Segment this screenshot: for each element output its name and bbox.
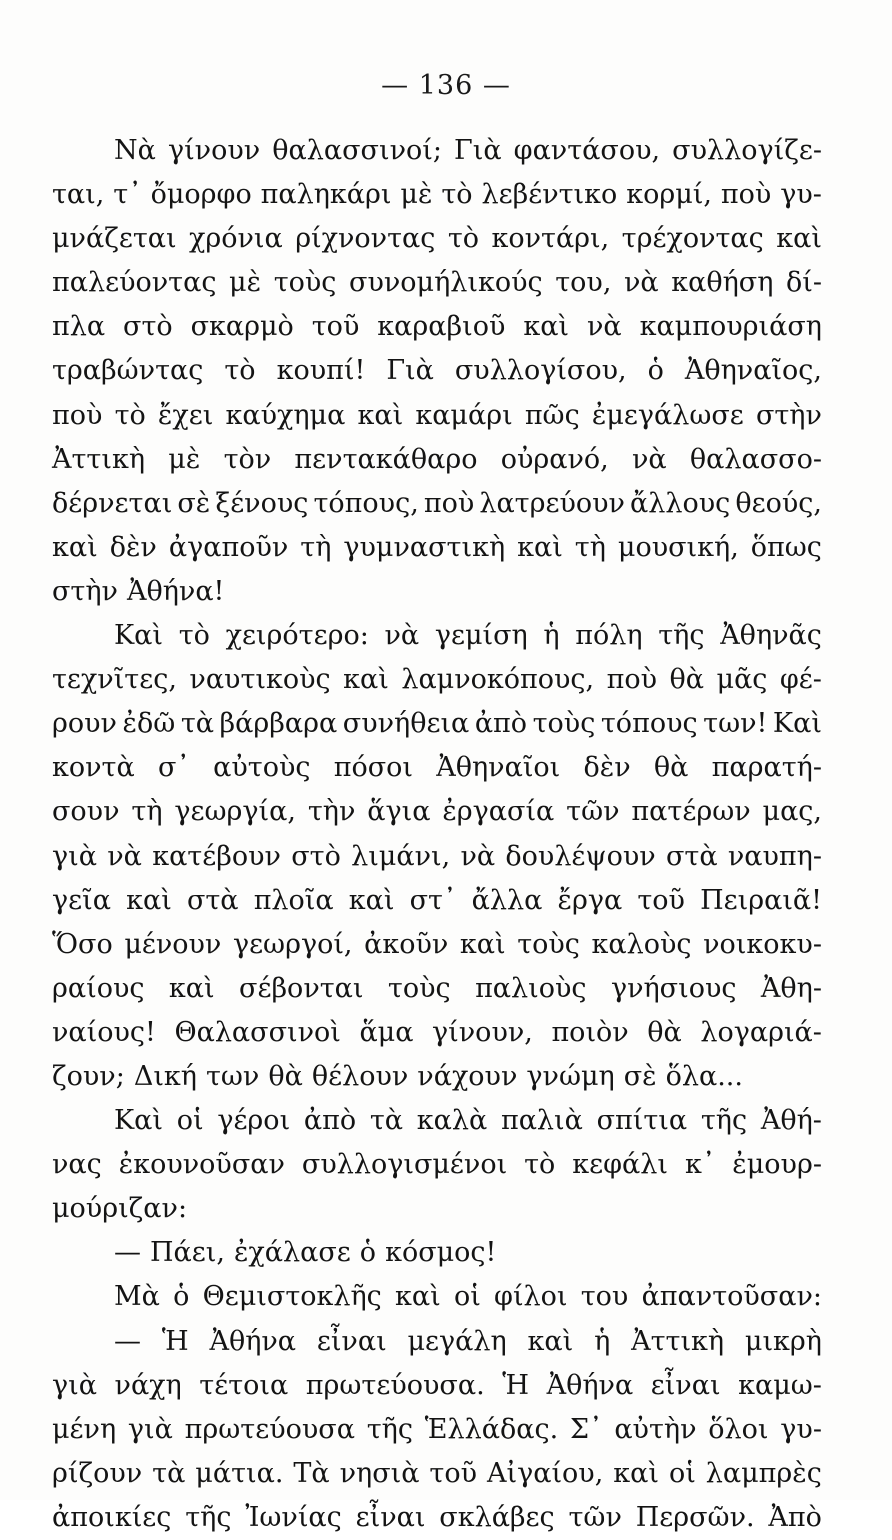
word: θαλασσο- xyxy=(689,443,822,475)
word: ἀκοῦν xyxy=(364,928,449,960)
word: Τὰ xyxy=(293,1457,330,1489)
word: των xyxy=(205,1060,260,1092)
text-line xyxy=(52,1496,822,1540)
word: ποὺ xyxy=(720,179,772,211)
word: γίνουν xyxy=(167,135,261,166)
word: καὶ xyxy=(776,223,822,255)
word: — xyxy=(114,1237,141,1269)
word: μάτια. xyxy=(195,1457,284,1489)
word: πεντακάθαρο xyxy=(294,443,478,475)
word: καθήση xyxy=(671,267,774,299)
word: δὲν xyxy=(583,752,631,784)
text-line xyxy=(52,835,822,879)
word: ἀγαποῦν xyxy=(168,531,289,563)
word: παλεύοντας xyxy=(52,267,217,299)
word: ὅλα... xyxy=(665,1060,743,1092)
word: τὸ xyxy=(114,399,146,431)
word: νὰ xyxy=(107,840,142,872)
word: τὸ xyxy=(178,620,210,652)
word: ἡ xyxy=(543,620,560,652)
word: στὸ xyxy=(123,311,173,343)
word: γεωργοί, xyxy=(232,928,353,960)
word: νὰ xyxy=(384,620,420,652)
word: τὴ xyxy=(131,796,163,828)
word: ποὺ xyxy=(423,487,475,519)
word: μούριζαν: xyxy=(52,1193,188,1225)
word: καύχημα xyxy=(225,399,346,431)
word: Ἀθηναῖοι xyxy=(436,752,561,784)
word: ἅμα xyxy=(359,1016,414,1048)
word: ναυπη- xyxy=(727,840,822,872)
word: μικρὴ xyxy=(744,1325,822,1357)
word: τοὺς xyxy=(517,928,580,960)
word: πρωτεύουσα. xyxy=(305,1369,485,1401)
word: Ἰωνίας xyxy=(245,1501,342,1533)
word: θὰ xyxy=(653,752,689,784)
word: ἐμουρ- xyxy=(732,1149,822,1181)
word: στὸ xyxy=(291,840,341,872)
word: εἶναι xyxy=(355,1501,426,1533)
word: τῆς xyxy=(658,620,705,652)
word: Ἀθή- xyxy=(760,1105,822,1137)
word: ἐχάλασε xyxy=(233,1237,351,1269)
word: παλιὰ xyxy=(500,1105,583,1137)
word: Ἀθηναῖος, xyxy=(684,355,822,387)
word: ἐμεγάλωσε xyxy=(591,399,744,431)
word: λαμνοκόπους, xyxy=(401,664,595,696)
word: τοῦ xyxy=(311,311,360,343)
word: ἡ xyxy=(594,1325,611,1357)
text-line xyxy=(52,394,822,438)
word: Περσῶν. xyxy=(635,1501,755,1533)
word: Ἑλλάδας. xyxy=(424,1413,559,1445)
word: κατέβουν xyxy=(152,840,281,872)
word: τὸ xyxy=(441,179,473,211)
word: χρόνια xyxy=(189,223,283,255)
text-line xyxy=(52,305,822,349)
text-line xyxy=(52,1320,822,1364)
word: τόπους, xyxy=(313,487,419,519)
word: τοῦ xyxy=(637,884,685,916)
word: κουπί! xyxy=(276,355,366,387)
word: δὲν xyxy=(109,531,157,563)
text-line xyxy=(52,173,822,217)
word: δί- xyxy=(786,267,822,299)
word: πῶς xyxy=(524,399,580,431)
word: μεγάλη xyxy=(407,1325,507,1357)
word: Γιὰ xyxy=(386,355,434,387)
word: φαντάσου, xyxy=(513,135,661,166)
text-line xyxy=(52,217,822,261)
word: Ἀθη- xyxy=(760,972,822,1004)
word: Καὶ xyxy=(772,708,822,740)
text-line xyxy=(52,438,822,482)
word: φέ- xyxy=(779,664,822,696)
word: ἔχει xyxy=(157,399,214,431)
word: τεχνῖτες, xyxy=(52,664,177,696)
word: τοὺς xyxy=(273,267,337,299)
word: ἔργα xyxy=(557,884,623,916)
word: καὶ xyxy=(52,531,98,563)
word: στὰ xyxy=(665,840,718,872)
word: κ᾽ xyxy=(684,1149,716,1181)
word: κοντὰ xyxy=(52,752,135,784)
word: σκαρμὸ xyxy=(190,311,294,343)
word: μᾶς xyxy=(716,664,768,696)
word: καλοὺς xyxy=(591,928,692,960)
word: κεφάλι xyxy=(572,1149,668,1181)
word: του, xyxy=(555,267,612,299)
text-line xyxy=(52,1452,822,1496)
word: ὁ xyxy=(647,355,664,387)
word: παλιοὺς xyxy=(475,972,587,1004)
word: συλλογίζε- xyxy=(672,135,822,166)
word: τοὺς xyxy=(532,708,596,740)
word: γιὰ xyxy=(52,840,97,872)
word: στὴν xyxy=(755,399,822,431)
word: ζουν; xyxy=(52,1060,125,1092)
word: τὸν xyxy=(223,443,272,475)
word: φίλοι xyxy=(494,1281,568,1313)
text-line xyxy=(52,1055,822,1099)
word: οὐρανό, xyxy=(500,443,609,475)
word: γυ- xyxy=(780,179,822,211)
word: χειρότερο: xyxy=(225,620,369,652)
word: τῆς xyxy=(366,1413,413,1445)
word: καλὰ xyxy=(416,1105,488,1137)
text-line xyxy=(52,482,822,526)
word: κοντάρι, xyxy=(491,223,610,255)
word: νὰ xyxy=(586,311,622,343)
word: σπίτια xyxy=(596,1105,688,1137)
word: καμπουριάση xyxy=(639,311,822,343)
word: θέλουν xyxy=(311,1060,409,1092)
word: τὰ xyxy=(180,708,214,740)
word: ποὺ xyxy=(606,664,658,696)
word: καὶ xyxy=(523,311,570,343)
word: ὁ xyxy=(173,1281,190,1313)
word: τὸ xyxy=(524,1149,556,1181)
word: Σ᾽ xyxy=(569,1413,603,1445)
word: ρίχνοντας xyxy=(295,223,436,255)
word: τὰ xyxy=(152,1457,186,1489)
word: Ἀθήνα xyxy=(209,1325,297,1357)
word: συνήθεια xyxy=(342,708,470,740)
word: Γιὰ xyxy=(454,135,502,166)
word: καὶ xyxy=(459,928,506,960)
word: τραβώντας xyxy=(52,355,204,387)
word: ὅλοι xyxy=(708,1413,769,1445)
word: πόσοι xyxy=(333,752,414,784)
word: νησιὰ xyxy=(339,1457,420,1489)
word: τρέχοντας xyxy=(621,223,764,255)
word: ται, xyxy=(52,179,105,211)
word: οἱ xyxy=(668,1457,696,1489)
word: μὲ xyxy=(400,179,433,211)
word: Ὅσο xyxy=(52,928,113,960)
text-line xyxy=(52,1099,822,1143)
word: τ᾽ xyxy=(113,179,142,211)
word: θὰ xyxy=(669,664,705,696)
word: βάρβαρα xyxy=(219,708,338,740)
word: μὲ xyxy=(168,443,201,475)
text-line xyxy=(52,658,822,702)
word: ὅπως xyxy=(750,531,822,563)
word: θεούς, xyxy=(735,487,822,519)
text-line xyxy=(52,1408,822,1452)
word: Πειραιᾶ! xyxy=(700,884,822,916)
text-line xyxy=(52,702,822,746)
word: μένη xyxy=(52,1413,117,1445)
word: οἱ xyxy=(453,1281,481,1313)
word: εἶναι xyxy=(650,1369,721,1401)
word: νάχη xyxy=(114,1369,182,1401)
word: μένουν xyxy=(124,928,222,960)
word: λατρεύουν xyxy=(479,487,625,519)
word: θὰ xyxy=(647,1016,682,1048)
word: ἄλλα xyxy=(471,884,543,916)
word: ἀποικίες xyxy=(52,1501,172,1533)
word: παληκάρι xyxy=(260,179,392,211)
word: Ἀθήνα! xyxy=(126,575,225,607)
word: συλλογίσου, xyxy=(454,355,627,387)
text-line xyxy=(52,1143,822,1187)
word: γυμναστικὴ xyxy=(343,531,506,563)
word: γεμίση xyxy=(434,620,528,652)
word: καὶ xyxy=(517,531,563,563)
word: νοικοκυ- xyxy=(703,928,822,960)
word: τὴ xyxy=(300,531,332,563)
word: του xyxy=(580,1281,629,1313)
word: πλοῖα xyxy=(253,884,334,916)
word: τὴν xyxy=(307,796,356,828)
word: ἀπαντοῦσαν: xyxy=(641,1281,822,1313)
word: γνώμη xyxy=(526,1060,615,1092)
word: ναίους! xyxy=(52,1016,156,1048)
text-line xyxy=(52,790,822,834)
text-line xyxy=(52,923,822,967)
word: τὸ xyxy=(447,223,480,255)
word: ὁ xyxy=(359,1237,377,1269)
word: ἐκουνοῦσαν xyxy=(118,1149,285,1181)
word: τέτοια xyxy=(199,1369,289,1401)
word: Μὰ xyxy=(114,1281,160,1313)
word: τὸ xyxy=(224,355,256,387)
word: καὶ xyxy=(343,664,389,696)
word: γίνουν, xyxy=(432,1016,533,1048)
word: Πάει, xyxy=(150,1237,225,1269)
word: ἀπὸ xyxy=(474,708,528,740)
word: γεωργία, xyxy=(174,796,296,828)
word: των! xyxy=(703,708,768,740)
body-text xyxy=(52,129,822,1540)
word: γιὰ xyxy=(52,1369,97,1401)
word: τὴ xyxy=(574,531,606,563)
word: ἄλλους xyxy=(630,487,731,519)
word: τοὺς xyxy=(387,972,451,1004)
word: Ἡ xyxy=(161,1325,189,1357)
word: λαμπρὲς xyxy=(705,1457,822,1489)
text-line xyxy=(52,614,822,658)
word: μουσική, xyxy=(617,531,739,563)
word: τῆς xyxy=(700,1105,748,1137)
word: Ἀπὸ xyxy=(768,1501,822,1533)
word: Θεμιστοκλῆς xyxy=(202,1281,382,1313)
word: Ἀττικὴ xyxy=(52,443,146,475)
word: πλα xyxy=(52,311,106,343)
word: σὲ xyxy=(177,487,211,519)
word: ποὺ xyxy=(52,399,103,431)
text-line xyxy=(52,1364,822,1408)
word: Καὶ xyxy=(114,620,163,652)
word: λεβέντικο xyxy=(481,179,618,211)
word: συνομήλικούς xyxy=(349,267,543,299)
word: τοῦ xyxy=(429,1457,478,1489)
word: καραβιοῦ xyxy=(377,311,506,343)
word: θαλασσινοί; xyxy=(272,135,442,166)
word: κορμί, xyxy=(626,179,712,211)
word: παρατή- xyxy=(711,752,822,784)
word: καὶ xyxy=(126,884,172,916)
word: ρίζουν xyxy=(52,1457,143,1489)
word: σουν xyxy=(52,796,120,828)
word: πρωτεύουσα xyxy=(184,1413,355,1445)
word: γνήσιους xyxy=(610,972,737,1004)
word: καὶ xyxy=(348,884,395,916)
word: πόλη xyxy=(575,620,643,652)
word: γιὰ xyxy=(127,1413,173,1445)
word: Καὶ xyxy=(114,1105,163,1137)
word: λογαριά- xyxy=(700,1016,822,1048)
text-line xyxy=(52,1187,822,1231)
word: αὐτοὺς xyxy=(213,752,311,784)
word: ὄμορφο xyxy=(150,179,252,211)
word: νὰ xyxy=(460,840,496,872)
word: ραίους xyxy=(52,972,145,1004)
text-line xyxy=(52,1231,822,1275)
text-line xyxy=(52,526,822,570)
word: στὴν xyxy=(52,575,118,607)
text-line xyxy=(52,129,822,173)
word: ναυτικοὺς xyxy=(189,664,331,696)
word: τῶν xyxy=(566,796,620,828)
word: ρουν xyxy=(52,708,117,740)
word: καὶ xyxy=(357,399,404,431)
word: καὶ xyxy=(613,1457,659,1489)
text-line xyxy=(52,967,822,1011)
word: ξένους xyxy=(215,487,309,519)
word: Ἀττικὴ xyxy=(631,1325,725,1357)
word: μνάζεται xyxy=(52,223,177,255)
word: Ἀθήνα xyxy=(546,1369,634,1401)
word: σ᾽ xyxy=(157,752,190,784)
word: καμάρι xyxy=(415,399,513,431)
word: γεῖα xyxy=(52,884,111,916)
word: Νὰ xyxy=(114,135,156,166)
word: Ἀθηνᾶς xyxy=(720,620,822,652)
word: νάχουν xyxy=(417,1060,518,1092)
word: νας xyxy=(52,1149,102,1181)
text-line xyxy=(52,879,822,923)
text-line xyxy=(52,261,822,305)
word: καμω- xyxy=(738,1369,822,1401)
word: ἀπὸ xyxy=(303,1105,357,1137)
word: Αἰγαίου, xyxy=(487,1457,604,1489)
word: θὰ xyxy=(268,1060,303,1092)
word: σκλάβες xyxy=(439,1501,555,1533)
word: τόπους xyxy=(600,708,698,740)
word: πατέρων xyxy=(631,796,751,828)
word: δουλέψουν xyxy=(505,840,656,872)
word: μας, xyxy=(762,796,822,828)
word: γέροι xyxy=(217,1105,291,1137)
word: κόσμος! xyxy=(385,1237,497,1269)
word: καὶ xyxy=(395,1281,441,1313)
word: στὰ xyxy=(186,884,239,916)
text-line xyxy=(52,349,822,393)
word: συλλογισμένοι xyxy=(301,1149,508,1181)
text-line xyxy=(52,1011,822,1055)
word: δέρνεται xyxy=(52,487,173,519)
word: σὲ xyxy=(623,1060,657,1092)
word: λιμάνι, xyxy=(351,840,451,872)
word: ἅγια xyxy=(367,796,431,828)
word: ποιὸν xyxy=(551,1016,629,1048)
word: οἱ xyxy=(176,1105,204,1137)
word: σέβονται xyxy=(239,972,364,1004)
word: — xyxy=(114,1325,141,1357)
word: καὶ xyxy=(168,972,215,1004)
word: νὰ xyxy=(632,443,667,475)
word: καὶ xyxy=(527,1325,574,1357)
word: τῆς xyxy=(185,1501,232,1533)
text-line xyxy=(52,570,822,614)
word: Ἡ xyxy=(502,1369,530,1401)
word: τῶν xyxy=(568,1501,622,1533)
page-number: — 136 — xyxy=(381,70,511,101)
text-line xyxy=(52,746,822,790)
word: ἐργασία xyxy=(442,796,555,828)
word: εἶναι xyxy=(316,1325,387,1357)
text-line xyxy=(52,1275,822,1319)
word: αὐτὴν xyxy=(614,1413,697,1445)
word: τὰ xyxy=(369,1105,404,1137)
word: Θαλασσινοὶ xyxy=(174,1016,341,1048)
word: Δική xyxy=(133,1060,197,1092)
word: νὰ xyxy=(624,267,659,299)
word: γυ- xyxy=(780,1413,822,1445)
word: ἐδῶ xyxy=(122,708,176,740)
word: μὲ xyxy=(229,267,262,299)
word: στ᾽ xyxy=(409,884,457,916)
